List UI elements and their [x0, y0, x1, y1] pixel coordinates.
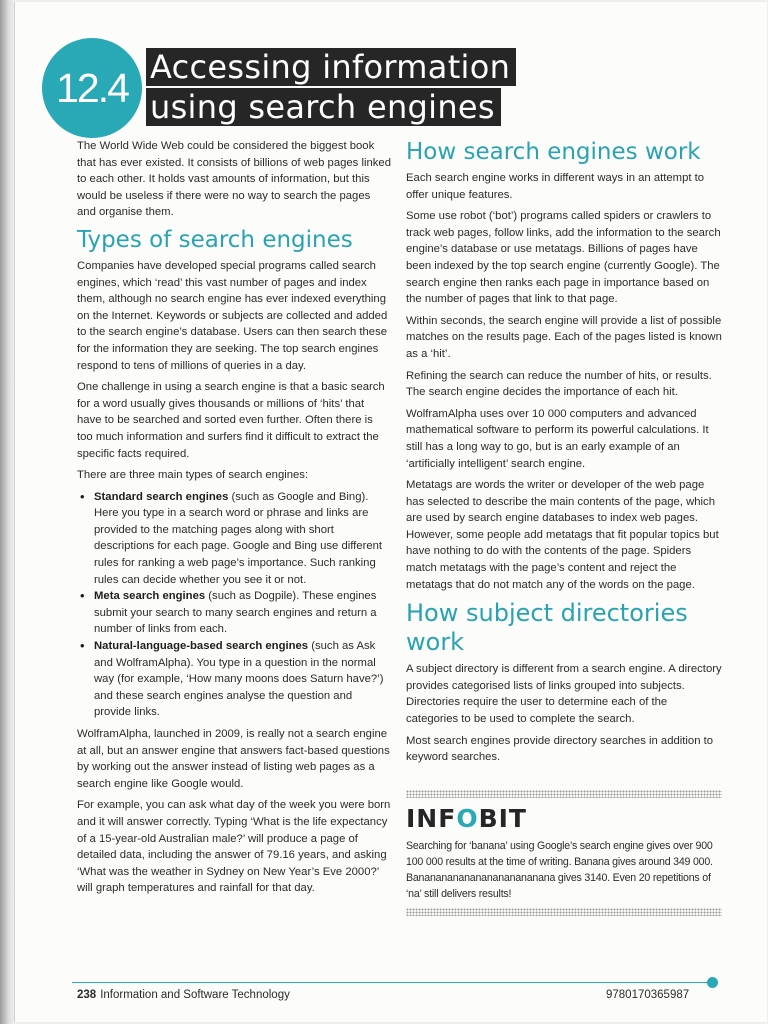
isbn: 9780170365987 — [606, 989, 690, 1001]
page-number: 238 — [77, 989, 97, 1001]
list-item — [94, 638, 391, 721]
infobit-text: Searching for ‘banana’ using Google’s search engine gives over 900 100 000 results at the time of writing. Banana gives around 349 000. Banananananananananananana gives 3140. Even 20 repetitions of ‘na’ still delivers results! — [406, 839, 713, 900]
list-item — [94, 489, 391, 589]
wolfram-paragraph-2: For example, you can ask what day of the week you were born and it will answer correctly. Typing ‘What is the life expectancy of a 15-year-old Australian male?’ will produce a page of detailed data, including the answer of 79.16 years, and asking ‘What was the weather in Sydney on New Year’s Eve 2000?’ will graph temperatures and rainfall for that day. — [77, 799, 391, 895]
infobit-title — [406, 804, 722, 834]
how-paragraph-5: WolframAlpha uses over 10 000 computers and advanced mathematical software to perform its powerful calculations. It still has a long way to go, but is an early example of an ‘artificially intelligent’ search engine. — [406, 407, 709, 470]
list-item — [94, 588, 391, 638]
search-engine-types-list — [77, 489, 391, 721]
page-title-line-1: Accessing information — [146, 48, 516, 86]
how-paragraph-4: Refining the search can reduce the number of hits, or results. The search engine decides the importance of each hit. — [406, 369, 712, 399]
how-paragraph-2: Some use robot (‘bot’) programs called spiders or crawlers to track web pages, follow links, add the information to the search engine’s database or use metatags. Billions of pages have been indexed by the top search engine (currently Google). The search engine then ranks each page in importance based on the number of pages that link to that page. — [406, 210, 721, 306]
list-item-text: (such as Dogpile). These engines submit your search to many search engines and return a number of links from each. — [94, 590, 377, 636]
how-search-engines-heading: How search engines work — [406, 139, 701, 165]
list-item-text: (such as Ask and WolframAlpha). You type in a question in the normal way (for example, ‘How many moons does Saturn have?’) and these search engines analyse the question and provide links. — [94, 640, 384, 719]
infobit-title-accent-o: O — [456, 803, 479, 833]
section-number-badge: 12.4 — [42, 38, 142, 138]
page-title-line-2: using search engines — [146, 88, 501, 126]
how-paragraph-1: Each search engine works in different ways in an attempt to offer unique features. — [406, 172, 705, 201]
infobit-top-dotted-rule — [406, 790, 722, 798]
types-paragraph-1: Companies have developed special programs called search engines, which ‘read’ this vast number of pages and index them, although no search engine has ever indexed everything on the Internet. Keywords or subjects are collected and added to the search engine’s database. Users can then search these for the information they are seeking. The top search engines respond to tens of millions of queries in a day. — [77, 259, 388, 372]
infobit-bottom-dotted-rule — [406, 908, 722, 916]
infobit-title-part: INF — [406, 803, 457, 833]
wolfram-paragraph-1: WolframAlpha, launched in 2009, is really not a search engine at all, but an answer engine that answers fact-based questions by working out the answer instead of listing web pages as a search engine like Google would. — [77, 728, 390, 790]
types-paragraph-3: There are three main types of search engines: — [77, 469, 309, 482]
book-title: Information and Software Technology — [100, 989, 290, 1001]
directories-paragraph-1: A subject directory is different from a search engine. A directory provides categorised lists of links grouped into subjects. Directories require the user to determine each of the categories to be used to complete the search. — [406, 663, 722, 726]
footer-rule — [72, 982, 712, 983]
footer-left — [77, 989, 290, 1001]
infobit-box — [406, 780, 722, 916]
how-paragraph-6: Metatags are words the writer or developer of the web page has selected to describe the main contents of the page, which are used by search engine databases to index web pages. However, some people add metatags that fit popular topics but have nothing to do with the contents of the page. Spiders match metatags with the page’s content and reject the metatags that do not match any of the words on the page. — [406, 479, 719, 591]
types-paragraph-2: One challenge in using a search engine is that a basic search for a word usually gives thousands or millions of ‘hits’ that have to be searched and sorted even further. Often there is too much information and surfers find it difficult to extract the specific facts required. — [77, 381, 385, 460]
list-item-term: Meta search engines — [94, 590, 206, 603]
left-column — [77, 138, 391, 902]
directories-paragraph-2: Most search engines provide directory searches in addition to keyword searches. — [406, 734, 714, 764]
subject-directories-heading: How subject directories work — [406, 599, 688, 657]
how-paragraph-3: Within seconds, the search engine will provide a list of possible matches on the results page. Each of the pages listed is known as a ‘hit’. — [406, 314, 722, 360]
types-heading: Types of search engines — [77, 226, 353, 253]
infobit-title-part: BIT — [478, 803, 527, 833]
intro-paragraph: The World Wide Web could be considered the biggest book that has ever existed. It consists of billions of web pages linked to each other. It holds vast amounts of information, but this would be useless if there were no way to search the pages and organise them. — [77, 140, 391, 219]
list-item-term: Natural-language-based search engines — [94, 640, 309, 653]
right-column — [406, 138, 722, 916]
list-item-text: (such as Google and Bing). Here you type in a search word or phrase and links are provided to the matching pages along with short descriptions for each page. Google and Bing use different rules for ranking a web page’s importance. Such ranking rules can decide whether you see it or not. — [94, 490, 383, 586]
footer-dot — [707, 977, 718, 988]
list-item-term: Standard search engines — [94, 490, 229, 503]
page-edge-shadow — [0, 0, 14, 1024]
